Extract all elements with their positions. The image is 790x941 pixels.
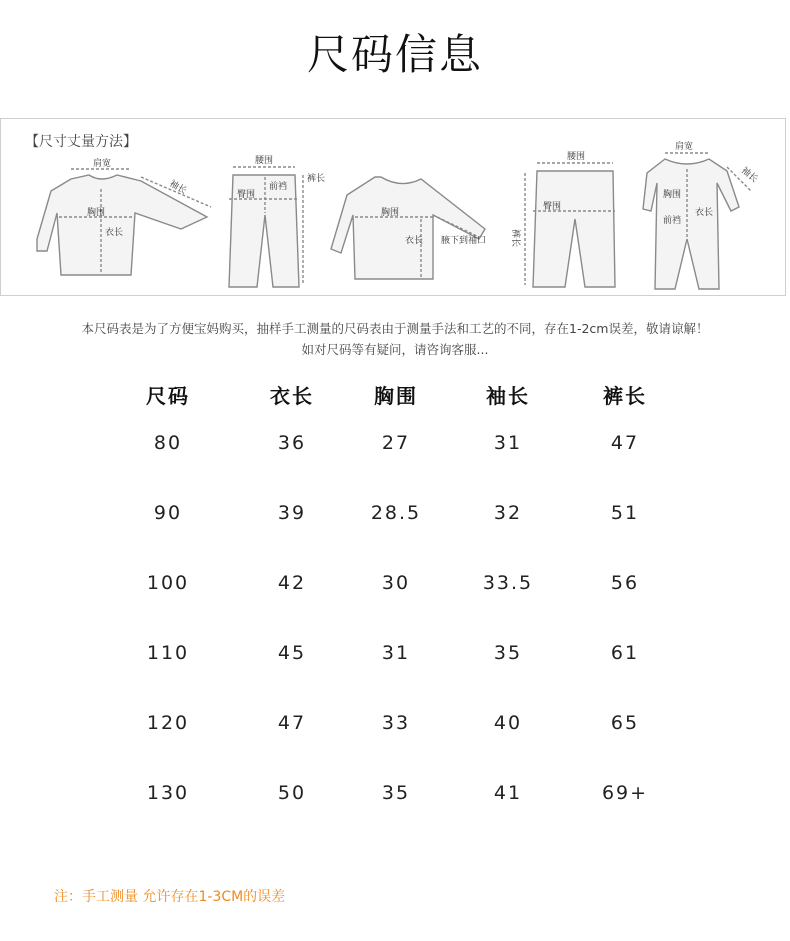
table-cell: 51 bbox=[610, 502, 640, 524]
page-title: 尺码信息 bbox=[306, 30, 483, 79]
table-cell: 39 bbox=[277, 502, 307, 524]
table-cell: 42 bbox=[277, 572, 307, 594]
fig4-label-2: 臀围 bbox=[543, 202, 562, 212]
table-cell: 41 bbox=[493, 782, 523, 804]
figure-pants-2 bbox=[510, 151, 615, 287]
fig1-label-0: 肩宽 bbox=[93, 159, 112, 169]
measurement-method-label: 【尺寸丈量方法】 bbox=[25, 134, 137, 150]
header-length: 衣长 bbox=[270, 384, 314, 408]
measurement-method-panel bbox=[0, 118, 786, 296]
table-cell: 35 bbox=[493, 642, 523, 664]
table-cell: 36 bbox=[277, 432, 307, 454]
fig3-label-1: 衣长 bbox=[405, 236, 424, 246]
fig3-label-2: 腋下到袖口 bbox=[441, 236, 487, 246]
table-cell: 30 bbox=[381, 572, 411, 594]
table-cell: 47 bbox=[610, 432, 640, 454]
table-cell: 61 bbox=[610, 642, 640, 664]
table-cell: 32 bbox=[493, 502, 523, 524]
measurement-illustrations bbox=[1, 119, 787, 297]
figure-top-2 bbox=[331, 177, 486, 279]
fig4-label-1: 裤长 bbox=[510, 229, 520, 248]
fig5-label-1: 袖长 bbox=[739, 165, 760, 185]
fig2-label-0: 腰围 bbox=[255, 156, 274, 166]
table-cell: 50 bbox=[277, 782, 307, 804]
fig5-label-3: 前裆 bbox=[663, 216, 682, 226]
header-pants-length: 裤长 bbox=[603, 384, 647, 408]
table-cell: 65 bbox=[610, 712, 640, 734]
header-sleeve: 袖长 bbox=[486, 384, 530, 408]
fig5-label-0: 肩宽 bbox=[675, 142, 694, 152]
table-cell: 35 bbox=[381, 782, 411, 804]
table-cell: 120 bbox=[146, 712, 190, 734]
table-cell: 28.5 bbox=[370, 502, 422, 524]
fig3-label-0: 胸围 bbox=[381, 208, 400, 218]
fig1-label-1: 袖长 bbox=[167, 178, 189, 197]
table-cell: 90 bbox=[153, 502, 183, 524]
header-chest: 胸围 bbox=[374, 384, 418, 408]
size-notice bbox=[0, 318, 790, 360]
table-cell: 45 bbox=[277, 642, 307, 664]
fig2-label-1: 裤长 bbox=[307, 174, 326, 184]
size-notice-line-2: 如对尺码等有疑问，请咨询客服... bbox=[301, 342, 489, 357]
fig1-label-3: 衣长 bbox=[105, 228, 124, 238]
table-cell: 56 bbox=[610, 572, 640, 594]
table-cell: 33 bbox=[381, 712, 411, 734]
table-cell: 69+ bbox=[601, 782, 649, 804]
fig4-label-0: 腰围 bbox=[567, 152, 586, 162]
figure-pants-1 bbox=[229, 155, 325, 287]
table-cell: 100 bbox=[146, 572, 190, 594]
header-size: 尺码 bbox=[146, 384, 190, 408]
figure-top-1 bbox=[37, 157, 211, 275]
table-cell: 33.5 bbox=[482, 572, 534, 594]
fig5-label-4: 衣长 bbox=[695, 208, 714, 218]
table-cell: 31 bbox=[493, 432, 523, 454]
table-cell: 31 bbox=[381, 642, 411, 664]
table-cell: 27 bbox=[381, 432, 411, 454]
size-notice-line-1: 本尺码表是为了方便宝妈购买，抽样手工测量的尺码表由于测量手法和工艺的不同，存在1-2cm误差，敬请谅解！ bbox=[81, 321, 709, 336]
table-cell: 110 bbox=[146, 642, 190, 664]
fig1-label-2: 胸围 bbox=[87, 208, 106, 218]
table-cell: 47 bbox=[277, 712, 307, 734]
table-cell: 80 bbox=[153, 432, 183, 454]
table-cell: 40 bbox=[493, 712, 523, 734]
table-cell: 130 bbox=[146, 782, 190, 804]
figure-romper bbox=[643, 140, 761, 289]
fig2-label-3: 臀围 bbox=[237, 190, 256, 200]
fig2-label-2: 前裆 bbox=[269, 182, 288, 192]
fig5-label-2: 胸围 bbox=[663, 190, 682, 200]
footnote: 注：手工测量 允许存在1-3CM的误差 bbox=[54, 889, 286, 905]
